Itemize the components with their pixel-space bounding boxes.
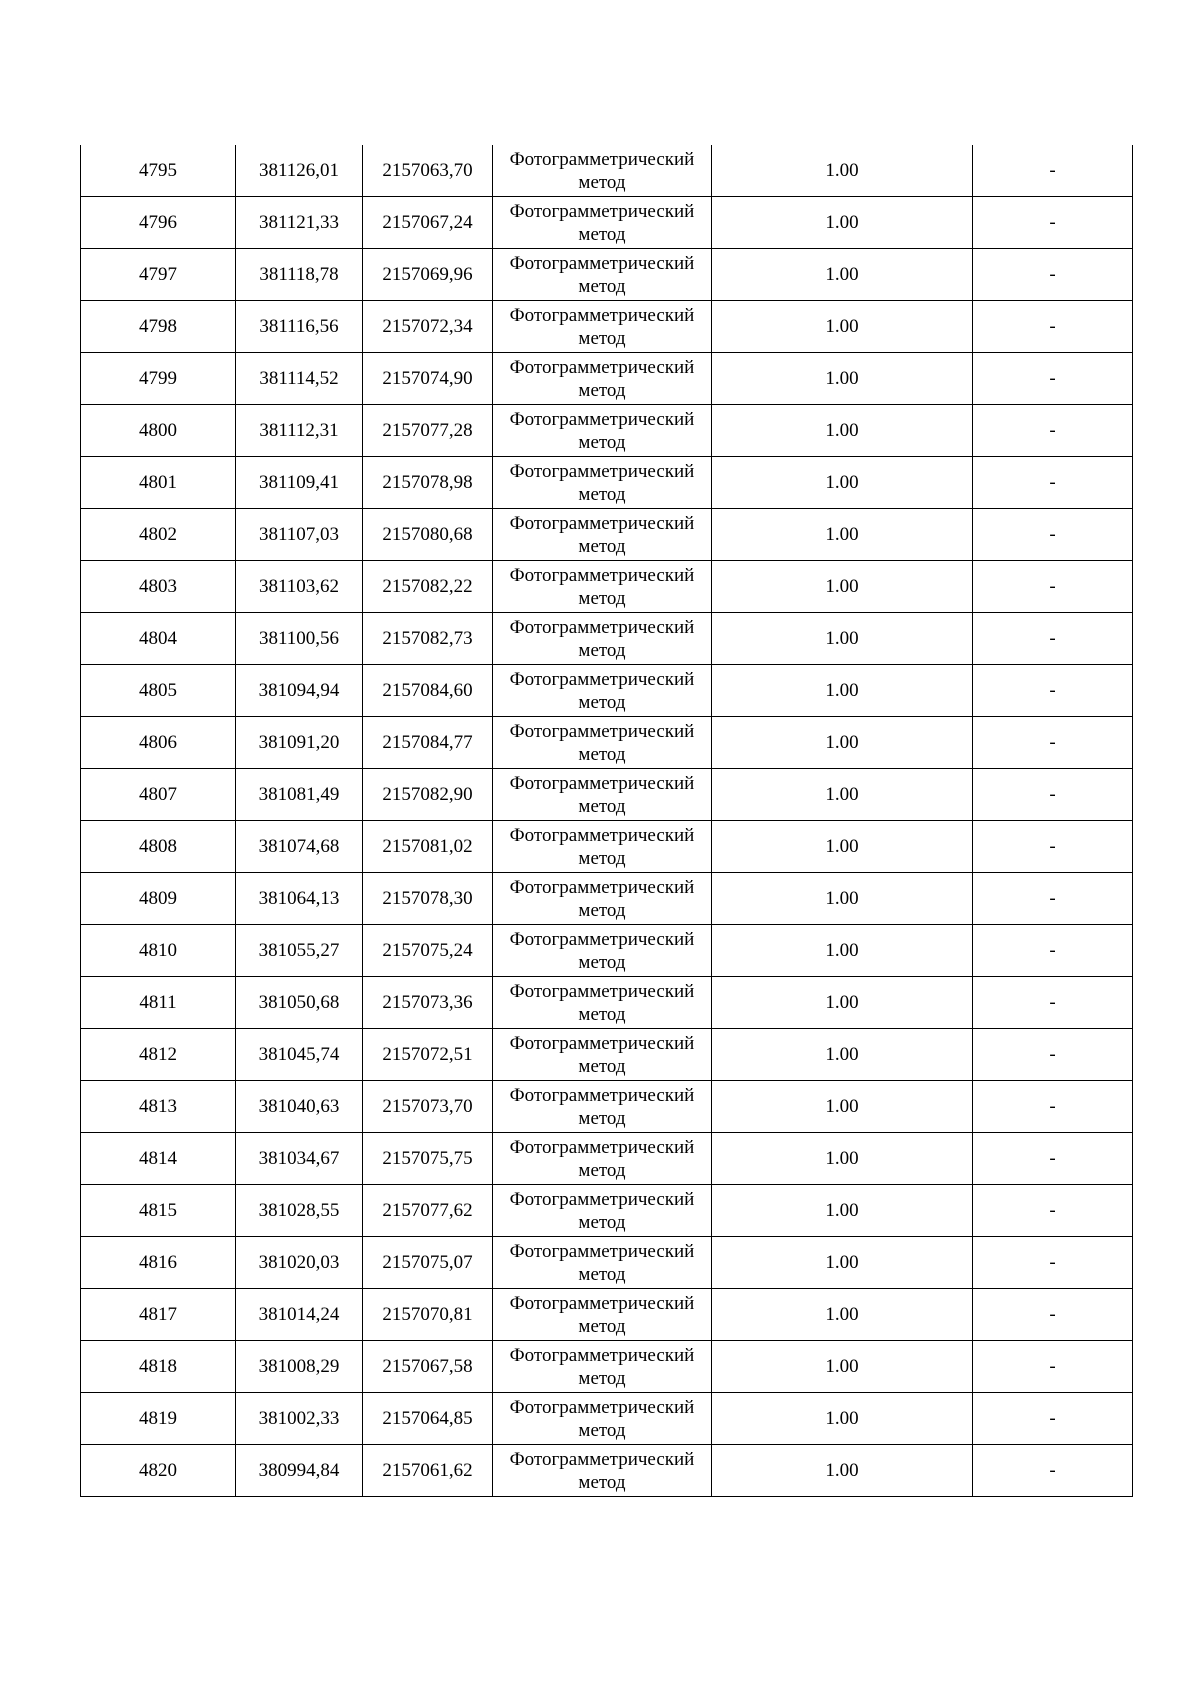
- method-text-line1: Фотограмметрический: [509, 1188, 695, 1210]
- method-cell: [493, 1289, 712, 1341]
- y-coordinate-cell: 2157075,75: [363, 1133, 493, 1185]
- note-cell: -: [973, 1341, 1133, 1393]
- method-text-line2: метод: [578, 1263, 626, 1285]
- method-cell: [493, 1237, 712, 1289]
- y-coordinate-cell: 2157061,62: [363, 1445, 493, 1497]
- method-cell: [493, 561, 712, 613]
- accuracy-cell: 1.00: [712, 1185, 973, 1237]
- method-text-line2: метод: [578, 639, 626, 661]
- accuracy-cell: 1.00: [712, 665, 973, 717]
- note-cell: -: [973, 717, 1133, 769]
- method-text-line2: метод: [578, 379, 626, 401]
- table-row: [81, 509, 1133, 561]
- accuracy-cell: 1.00: [712, 613, 973, 665]
- method-text-line1: Фотограмметрический: [509, 460, 695, 482]
- note-cell: -: [973, 1081, 1133, 1133]
- point-number-cell: 4800: [81, 405, 236, 457]
- method-text-line1: Фотограмметрический: [509, 1240, 695, 1262]
- accuracy-cell: 1.00: [712, 1081, 973, 1133]
- note-cell: -: [973, 925, 1133, 977]
- method-text-line2: метод: [578, 327, 626, 349]
- method-text-line1: Фотограмметрический: [509, 1448, 695, 1470]
- note-cell: -: [973, 249, 1133, 301]
- point-number-cell: 4813: [81, 1081, 236, 1133]
- accuracy-cell: 1.00: [712, 509, 973, 561]
- table-row: [81, 613, 1133, 665]
- note-cell: -: [973, 1393, 1133, 1445]
- accuracy-cell: 1.00: [712, 1341, 973, 1393]
- y-coordinate-cell: 2157077,28: [363, 405, 493, 457]
- x-coordinate-cell: 381055,27: [236, 925, 363, 977]
- accuracy-cell: 1.00: [712, 145, 973, 197]
- method-cell: [493, 1081, 712, 1133]
- accuracy-cell: 1.00: [712, 977, 973, 1029]
- x-coordinate-cell: 381040,63: [236, 1081, 363, 1133]
- method-text-line2: метод: [578, 223, 626, 245]
- point-number-cell: 4802: [81, 509, 236, 561]
- note-cell: -: [973, 665, 1133, 717]
- note-cell: -: [973, 613, 1133, 665]
- y-coordinate-cell: 2157069,96: [363, 249, 493, 301]
- y-coordinate-cell: 2157082,22: [363, 561, 493, 613]
- point-number-cell: 4801: [81, 457, 236, 509]
- x-coordinate-cell: 381028,55: [236, 1185, 363, 1237]
- y-coordinate-cell: 2157075,24: [363, 925, 493, 977]
- table-row: [81, 1237, 1133, 1289]
- x-coordinate-cell: 381107,03: [236, 509, 363, 561]
- method-cell: [493, 821, 712, 873]
- table-row: [81, 821, 1133, 873]
- method-text-line2: метод: [578, 795, 626, 817]
- table-row: [81, 301, 1133, 353]
- point-number-cell: 4799: [81, 353, 236, 405]
- method-text-line1: Фотограмметрический: [509, 720, 695, 742]
- point-number-cell: 4803: [81, 561, 236, 613]
- method-text-line1: Фотограмметрический: [509, 200, 695, 222]
- y-coordinate-cell: 2157067,24: [363, 197, 493, 249]
- point-number-cell: 4795: [81, 145, 236, 197]
- point-number-cell: 4816: [81, 1237, 236, 1289]
- y-coordinate-cell: 2157064,85: [363, 1393, 493, 1445]
- point-number-cell: 4817: [81, 1289, 236, 1341]
- y-coordinate-cell: 2157084,60: [363, 665, 493, 717]
- method-text-line1: Фотограмметрический: [509, 1084, 695, 1106]
- x-coordinate-cell: 381064,13: [236, 873, 363, 925]
- note-cell: -: [973, 457, 1133, 509]
- x-coordinate-cell: 381002,33: [236, 1393, 363, 1445]
- accuracy-cell: 1.00: [712, 1445, 973, 1497]
- x-coordinate-cell: 381118,78: [236, 249, 363, 301]
- method-text-line1: Фотограмметрический: [509, 1396, 695, 1418]
- note-cell: -: [973, 873, 1133, 925]
- note-cell: -: [973, 1029, 1133, 1081]
- method-text-line2: метод: [578, 1315, 626, 1337]
- table-row: [81, 1341, 1133, 1393]
- point-number-cell: 4805: [81, 665, 236, 717]
- method-text-line1: Фотограмметрический: [509, 1136, 695, 1158]
- point-number-cell: 4796: [81, 197, 236, 249]
- accuracy-cell: 1.00: [712, 925, 973, 977]
- x-coordinate-cell: 381116,56: [236, 301, 363, 353]
- x-coordinate-cell: 381114,52: [236, 353, 363, 405]
- point-number-cell: 4807: [81, 769, 236, 821]
- method-text-line1: Фотограмметрический: [509, 876, 695, 898]
- accuracy-cell: 1.00: [712, 769, 973, 821]
- y-coordinate-cell: 2157073,36: [363, 977, 493, 1029]
- method-text-line2: метод: [578, 1003, 626, 1025]
- method-text-line1: Фотограмметрический: [509, 512, 695, 534]
- note-cell: -: [973, 353, 1133, 405]
- method-text-line2: метод: [578, 171, 626, 193]
- method-text-line1: Фотограмметрический: [509, 252, 695, 274]
- table-row: [81, 1029, 1133, 1081]
- note-cell: -: [973, 769, 1133, 821]
- y-coordinate-cell: 2157082,73: [363, 613, 493, 665]
- table-row: [81, 1185, 1133, 1237]
- method-text-line2: метод: [578, 1055, 626, 1077]
- point-number-cell: 4809: [81, 873, 236, 925]
- x-coordinate-cell: 381074,68: [236, 821, 363, 873]
- method-cell: [493, 197, 712, 249]
- accuracy-cell: 1.00: [712, 561, 973, 613]
- point-number-cell: 4820: [81, 1445, 236, 1497]
- method-text-line2: метод: [578, 1159, 626, 1181]
- note-cell: -: [973, 509, 1133, 561]
- method-cell: [493, 405, 712, 457]
- method-cell: [493, 145, 712, 197]
- method-text-line2: метод: [578, 1419, 626, 1441]
- point-number-cell: 4808: [81, 821, 236, 873]
- x-coordinate-cell: 381081,49: [236, 769, 363, 821]
- table-row: [81, 353, 1133, 405]
- x-coordinate-cell: 381020,03: [236, 1237, 363, 1289]
- point-number-cell: 4819: [81, 1393, 236, 1445]
- method-text-line1: Фотограмметрический: [509, 356, 695, 378]
- point-number-cell: 4811: [81, 977, 236, 1029]
- coordinates-table: [80, 145, 1133, 1497]
- method-cell: [493, 457, 712, 509]
- method-text-line2: метод: [578, 1107, 626, 1129]
- note-cell: -: [973, 1445, 1133, 1497]
- note-cell: -: [973, 977, 1133, 1029]
- y-coordinate-cell: 2157078,30: [363, 873, 493, 925]
- point-number-cell: 4810: [81, 925, 236, 977]
- method-cell: [493, 249, 712, 301]
- method-cell: [493, 353, 712, 405]
- accuracy-cell: 1.00: [712, 405, 973, 457]
- y-coordinate-cell: 2157072,34: [363, 301, 493, 353]
- x-coordinate-cell: 381091,20: [236, 717, 363, 769]
- x-coordinate-cell: 381094,94: [236, 665, 363, 717]
- y-coordinate-cell: 2157067,58: [363, 1341, 493, 1393]
- point-number-cell: 4798: [81, 301, 236, 353]
- note-cell: -: [973, 405, 1133, 457]
- method-text-line2: метод: [578, 483, 626, 505]
- y-coordinate-cell: 2157082,90: [363, 769, 493, 821]
- method-cell: [493, 717, 712, 769]
- x-coordinate-cell: 380994,84: [236, 1445, 363, 1497]
- method-text-line1: Фотограмметрический: [509, 616, 695, 638]
- method-cell: [493, 1341, 712, 1393]
- method-cell: [493, 1185, 712, 1237]
- table-row: [81, 1289, 1133, 1341]
- y-coordinate-cell: 2157073,70: [363, 1081, 493, 1133]
- method-cell: [493, 1029, 712, 1081]
- table-row: [81, 405, 1133, 457]
- method-text-line1: Фотограмметрический: [509, 824, 695, 846]
- note-cell: -: [973, 145, 1133, 197]
- y-coordinate-cell: 2157063,70: [363, 145, 493, 197]
- y-coordinate-cell: 2157078,98: [363, 457, 493, 509]
- method-text-line2: метод: [578, 847, 626, 869]
- accuracy-cell: 1.00: [712, 1133, 973, 1185]
- table-row: [81, 197, 1133, 249]
- method-cell: [493, 301, 712, 353]
- method-text-line2: метод: [578, 1471, 626, 1493]
- method-text-line1: Фотограмметрический: [509, 1344, 695, 1366]
- accuracy-cell: 1.00: [712, 1237, 973, 1289]
- x-coordinate-cell: 381014,24: [236, 1289, 363, 1341]
- accuracy-cell: 1.00: [712, 353, 973, 405]
- x-coordinate-cell: 381103,62: [236, 561, 363, 613]
- method-cell: [493, 1393, 712, 1445]
- x-coordinate-cell: 381112,31: [236, 405, 363, 457]
- table-row: [81, 457, 1133, 509]
- table-row: [81, 977, 1133, 1029]
- accuracy-cell: 1.00: [712, 821, 973, 873]
- point-number-cell: 4804: [81, 613, 236, 665]
- table-row: [81, 249, 1133, 301]
- method-cell: [493, 613, 712, 665]
- table-row: [81, 717, 1133, 769]
- method-text-line2: метод: [578, 1211, 626, 1233]
- method-cell: [493, 1133, 712, 1185]
- accuracy-cell: 1.00: [712, 197, 973, 249]
- accuracy-cell: 1.00: [712, 717, 973, 769]
- accuracy-cell: 1.00: [712, 249, 973, 301]
- note-cell: -: [973, 1237, 1133, 1289]
- method-text-line1: Фотограмметрический: [509, 148, 695, 170]
- table-row: [81, 925, 1133, 977]
- y-coordinate-cell: 2157084,77: [363, 717, 493, 769]
- method-text-line2: метод: [578, 275, 626, 297]
- method-cell: [493, 977, 712, 1029]
- point-number-cell: 4818: [81, 1341, 236, 1393]
- method-text-line2: метод: [578, 951, 626, 973]
- x-coordinate-cell: 381045,74: [236, 1029, 363, 1081]
- point-number-cell: 4812: [81, 1029, 236, 1081]
- method-text-line2: метод: [578, 1367, 626, 1389]
- method-text-line2: метод: [578, 431, 626, 453]
- table-row: [81, 1445, 1133, 1497]
- method-text-line1: Фотограмметрический: [509, 564, 695, 586]
- note-cell: -: [973, 1185, 1133, 1237]
- x-coordinate-cell: 381109,41: [236, 457, 363, 509]
- method-text-line2: метод: [578, 743, 626, 765]
- accuracy-cell: 1.00: [712, 1289, 973, 1341]
- method-cell: [493, 769, 712, 821]
- table-row: [81, 665, 1133, 717]
- method-text-line1: Фотограмметрический: [509, 1292, 695, 1314]
- point-number-cell: 4814: [81, 1133, 236, 1185]
- method-text-line2: метод: [578, 899, 626, 921]
- point-number-cell: 4815: [81, 1185, 236, 1237]
- x-coordinate-cell: 381034,67: [236, 1133, 363, 1185]
- y-coordinate-cell: 2157080,68: [363, 509, 493, 561]
- method-text-line1: Фотограмметрический: [509, 928, 695, 950]
- method-text-line1: Фотограмметрический: [509, 980, 695, 1002]
- accuracy-cell: 1.00: [712, 1029, 973, 1081]
- table-row: [81, 769, 1133, 821]
- table-row: [81, 145, 1133, 197]
- accuracy-cell: 1.00: [712, 457, 973, 509]
- table-row: [81, 873, 1133, 925]
- method-cell: [493, 873, 712, 925]
- table-row: [81, 561, 1133, 613]
- note-cell: -: [973, 1289, 1133, 1341]
- x-coordinate-cell: 381126,01: [236, 145, 363, 197]
- method-text-line2: метод: [578, 691, 626, 713]
- x-coordinate-cell: 381100,56: [236, 613, 363, 665]
- note-cell: -: [973, 821, 1133, 873]
- accuracy-cell: 1.00: [712, 873, 973, 925]
- accuracy-cell: 1.00: [712, 301, 973, 353]
- note-cell: -: [973, 561, 1133, 613]
- method-text-line2: метод: [578, 535, 626, 557]
- table-row: [81, 1393, 1133, 1445]
- y-coordinate-cell: 2157072,51: [363, 1029, 493, 1081]
- coordinates-table-body: [81, 145, 1133, 1497]
- method-cell: [493, 1445, 712, 1497]
- y-coordinate-cell: 2157075,07: [363, 1237, 493, 1289]
- method-text-line2: метод: [578, 587, 626, 609]
- note-cell: -: [973, 1133, 1133, 1185]
- y-coordinate-cell: 2157077,62: [363, 1185, 493, 1237]
- y-coordinate-cell: 2157081,02: [363, 821, 493, 873]
- point-number-cell: 4806: [81, 717, 236, 769]
- method-text-line1: Фотограмметрический: [509, 304, 695, 326]
- y-coordinate-cell: 2157074,90: [363, 353, 493, 405]
- table-row: [81, 1133, 1133, 1185]
- point-number-cell: 4797: [81, 249, 236, 301]
- method-text-line1: Фотограмметрический: [509, 1032, 695, 1054]
- x-coordinate-cell: 381008,29: [236, 1341, 363, 1393]
- x-coordinate-cell: 381050,68: [236, 977, 363, 1029]
- method-cell: [493, 509, 712, 561]
- method-text-line1: Фотограмметрический: [509, 668, 695, 690]
- method-cell: [493, 925, 712, 977]
- note-cell: -: [973, 301, 1133, 353]
- x-coordinate-cell: 381121,33: [236, 197, 363, 249]
- method-text-line1: Фотограмметрический: [509, 772, 695, 794]
- y-coordinate-cell: 2157070,81: [363, 1289, 493, 1341]
- method-cell: [493, 665, 712, 717]
- table-row: [81, 1081, 1133, 1133]
- note-cell: -: [973, 197, 1133, 249]
- method-text-line1: Фотограмметрический: [509, 408, 695, 430]
- accuracy-cell: 1.00: [712, 1393, 973, 1445]
